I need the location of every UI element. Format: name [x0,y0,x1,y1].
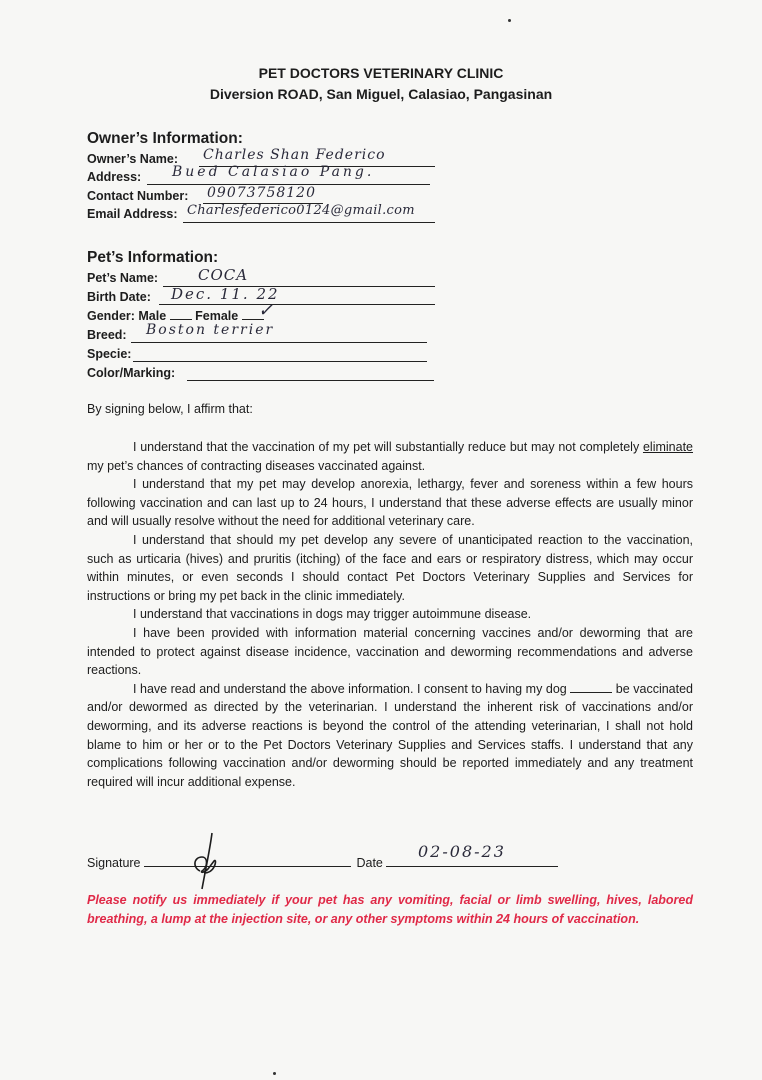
consent-paragraph-3: I understand that should my pet develop any severe of unanticipated reaction to the vaccination, such as urticaria (hives) and pruritis (itching) of the face and ears or respiratory distress, which may occur within minutes, or even seconds I should contact Pet Doctors Veterinary Supplies and Services for instructions or bring my pet back in the clinic immediately. [87,532,693,603]
owner-name-label: Owner’s Name: [87,152,179,166]
signature-label: Signature [87,856,141,870]
address-value: Bued Calasiao Pang. [172,164,375,180]
birth-date-line [159,304,435,305]
birth-date-label: Birth Date: [87,290,151,304]
pet-name-value: COCA [198,266,249,284]
consent-body [87,438,693,791]
breed-label: Breed: [87,328,127,342]
consent-p1-text-b: my pet’s chances of contracting diseases vaccinated against. [87,458,426,473]
gender-row [87,309,264,323]
date-value: 02-08-23 [418,842,506,861]
symptom-notice: Please notify us immediately if your pet has any vomiting, facial or limb swelling, hives, labored breathing, a lump at the injection site, or any other symptoms within 24 hours of vaccination. [87,893,693,926]
dog-name-blank [570,692,612,693]
breed-value: Boston terrier [146,322,275,338]
consent-paragraph-6 [87,680,693,792]
scan-speck [273,1072,276,1075]
contact-value: 09073758120 [207,185,316,201]
gender-male-label: Gender: Male [87,309,167,323]
breed-line [131,342,427,343]
birth-date-value: Dec. 11. 22 [171,285,280,303]
consent-paragraph-4: I understand that vaccinations in dogs may trigger autoimmune disease. [133,607,532,622]
consent-p6-text-b: be vaccinated and/or dewormed as directed by the veterinarian. I understand the inherent risk of vaccinations and/or deworming, and its adverse reactions is beyond the control of the attending veterinarian, I shall not hold blame to him or her or to the Pet Doctors Veterinary Supplies and Services staffs. I understand that any complications following vaccination and/or deworming should be reported immediately and any treatment required will incur additional expense. [87,681,693,789]
specie-line [133,361,427,362]
consent-paragraph-2: I understand that my pet may develop anorexia, lethargy, fever and soreness within a few hours following vaccination and can last up to 24 hours, I understand that these adverse effects are usually minor and will usually resolve without the need for additional veterinary care. [87,477,693,529]
date-line [386,866,558,867]
clinic-name: PET DOCTORS VETERINARY CLINIC [258,65,504,81]
gender-male-blank [170,319,192,320]
gender-female-label: Female [195,309,239,323]
scan-speck [508,19,511,22]
email-label: Email Address: [87,207,178,221]
clinic-address: Diversion ROAD, San Miguel, Calasiao, Pangasinan [209,86,553,102]
email-value: Charlesfederico0124@gmail.com [187,203,415,218]
specie-label: Specie: [87,347,132,361]
affirm-intro: By signing below, I affirm that: [87,402,253,416]
consent-p1-text-a: I understand that the vaccination of my pet will substantially reduce but may not completely [133,440,643,454]
color-marking-label: Color/Marking: [87,366,176,380]
consent-p6-text-a: I have read and understand the above information. I consent to having my dog [133,681,571,696]
date-label: Date [356,856,383,870]
address-label: Address: [87,170,142,184]
consent-p1-underlined: eliminate [642,440,693,454]
consent-paragraph-5: I have been provided with information material concerning vaccines and/or deworming that are intended to protect against disease incidence, vaccination and deworming recommendations and adverse reactions. [87,625,693,678]
email-line [183,222,435,223]
contact-label: Contact Number: [87,189,189,203]
owner-name-value: Charles Shan Federico [203,147,386,163]
color-marking-line [187,380,434,381]
pet-name-label: Pet’s Name: [87,271,159,285]
consent-paragraph-1 [87,438,693,475]
owner-section-title: Owner’s Information: [87,130,243,147]
pet-section-title: Pet’s Information: [87,249,219,266]
signature-scribble [178,827,238,897]
gender-checkmark: ✓ [258,300,275,321]
signature-line [144,866,351,867]
